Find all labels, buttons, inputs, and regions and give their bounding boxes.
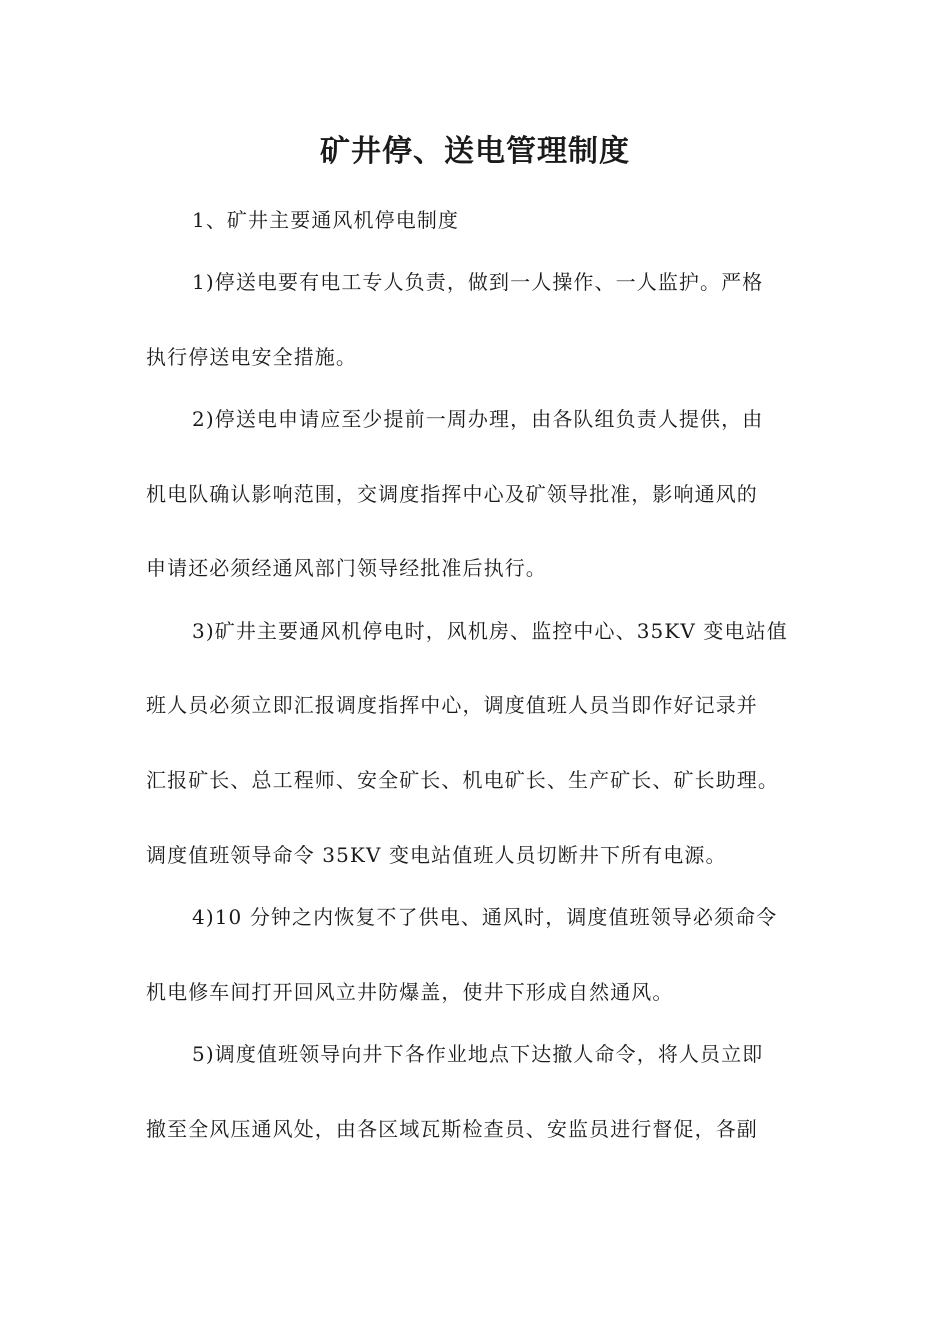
paragraph-line: 5)调度值班领导向井下各作业地点下达撤人命令，将人员立即	[192, 1042, 764, 1066]
paragraph-line: 汇报矿长、总工程师、安全矿长、机电矿长、生产矿长、矿长助理。	[146, 768, 779, 792]
paragraph-line: 4)10 分钟之内恢复不了供电、通风时，调度值班领导必须命令	[192, 905, 778, 929]
paragraph-line: 申请还必须经通风部门领导经批准后执行。	[146, 556, 547, 580]
paragraph-line: 2)停送电申请应至少提前一周办理，由各队组负责人提供，由	[192, 407, 764, 431]
document-title: 矿井停、送电管理制度	[320, 134, 630, 169]
paragraph-line: 3)矿井主要通风机停电时，风机房、监控中心、35KV 变电站值	[192, 619, 788, 643]
paragraph-line: 机电修车间打开回风立井防爆盖，使井下形成自然通风。	[146, 980, 674, 1004]
paragraph-line: 机电队确认影响范围，交调度指挥中心及矿领导批准，影响通风的	[146, 482, 758, 506]
section-heading: 1、矿井主要通风机停电制度	[192, 208, 460, 232]
paragraph-line: 调度值班领导命令 35KV 变电站值班人员切断井下所有电源。	[146, 843, 727, 867]
paragraph-line: 1)停送电要有电工专人负责，做到一人操作、一人监护。严格	[192, 270, 764, 294]
paragraph-line: 执行停送电安全措施。	[146, 345, 357, 369]
paragraph-line: 撤至全风压通风处，由各区域瓦斯检查员、安监员进行督促，各副	[146, 1117, 758, 1141]
paragraph-line: 班人员必须立即汇报调度指挥中心，调度值班人员当即作好记录并	[146, 693, 758, 717]
